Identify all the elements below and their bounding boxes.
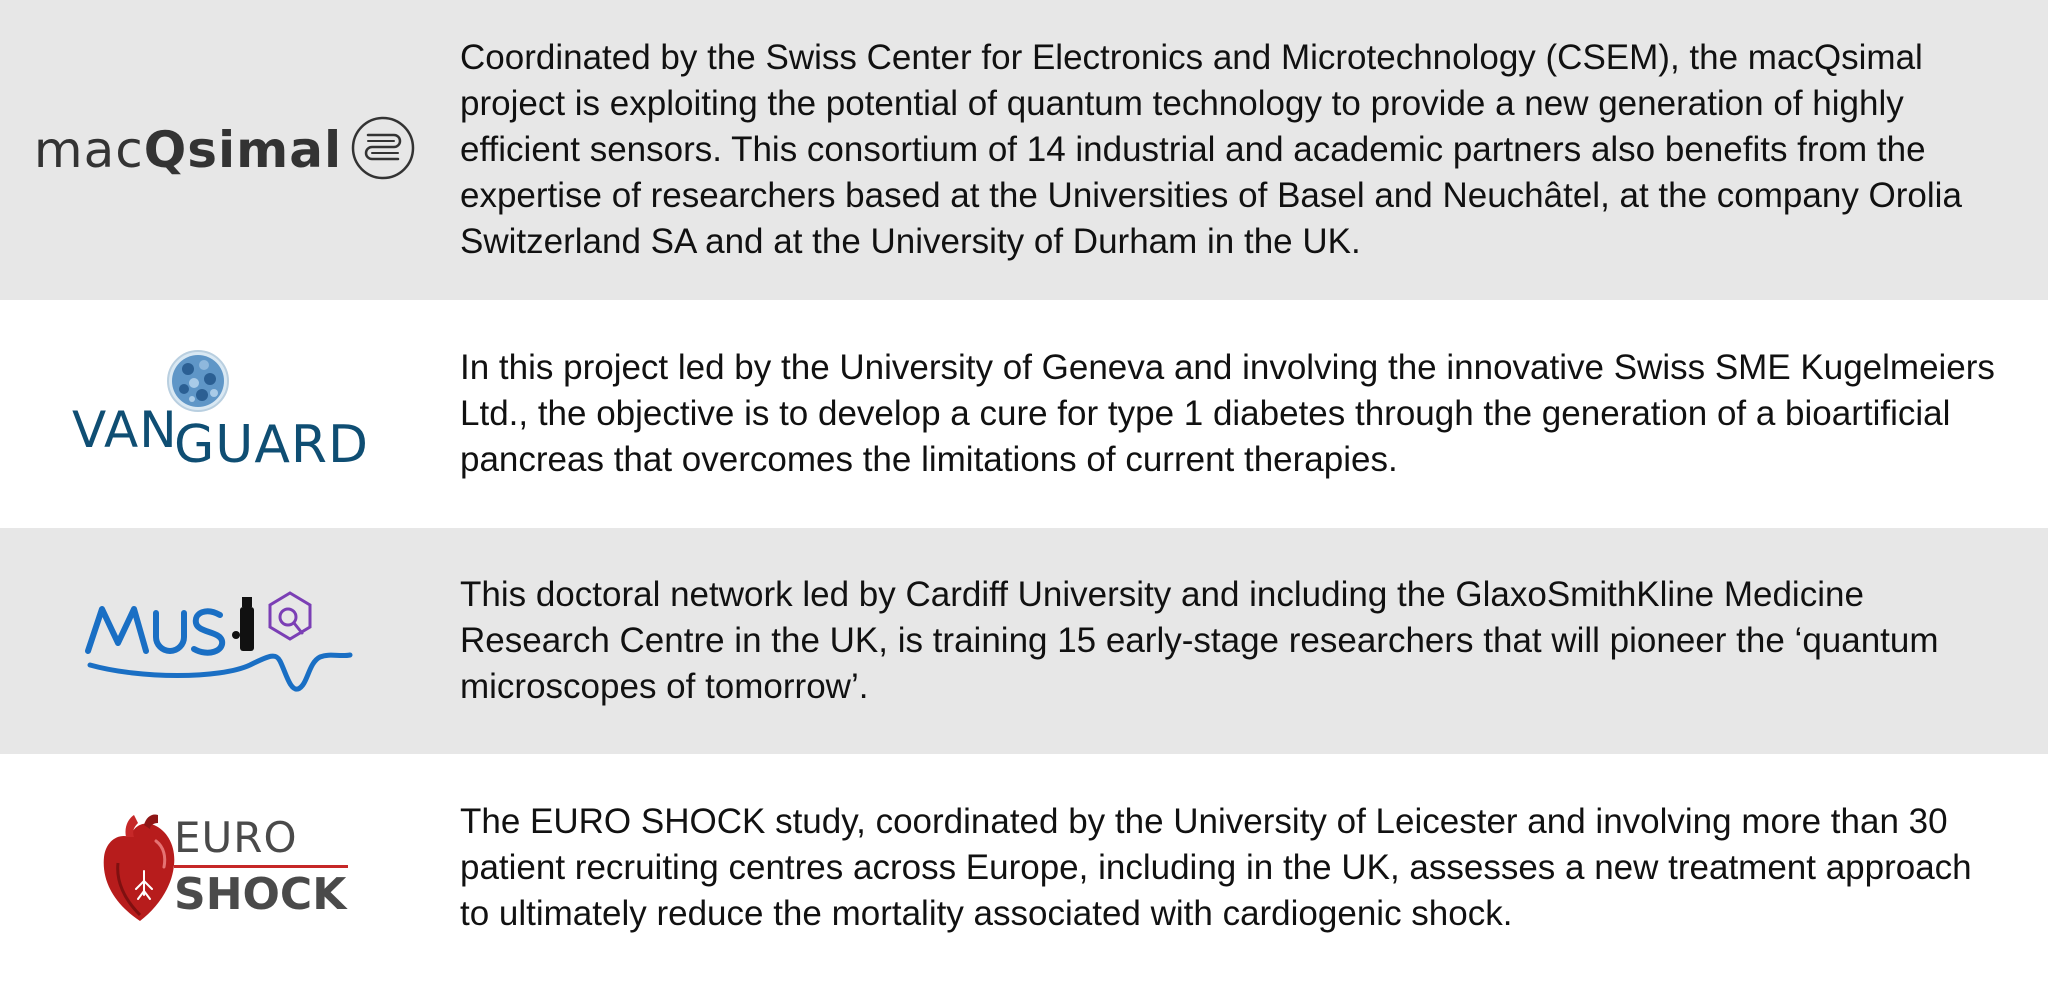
project-row-macqsimal (0, 0, 2048, 300)
vanguard-wordmark-van: VAN (72, 401, 178, 459)
vanguard-wordmark-guard: GUARD (174, 415, 370, 475)
macqsimal-description: Coordinated by the Swiss Center for Electronics and Microtechnology (CSEM), the macQsimal project is exploiting the potential of quantum technology to provide a new generation of highly efficient sensors. This consortium of 14 industrial and academic partners also benefits from the expertise of researchers based at the Universities of Basel and Neuchâtel, at the company Orolia Switzerland SA and at the University of Durham in the UK. (460, 38, 1962, 261)
project-row-euroshock (0, 754, 2048, 982)
macqsimal-logo (0, 0, 460, 300)
heart-icon (100, 811, 180, 928)
euroshock-wordmark-shock: SHOCK (174, 869, 347, 920)
euroshock-wordmark-euro: EURO (174, 813, 298, 862)
musiq-description: This doctoral network led by Cardiff University and including the GlaxoSmithKline Medicine Research Centre in the UK, is training 15 early-stage researchers that will pioneer the ‘quantum microscopes of tomorrow’. (460, 575, 1939, 706)
euroshock-description: The EURO SHOCK study, coordinated by the University of Leicester and involving more than 30 patient recruiting centres across Europe, including in the UK, assesses a new treatment approach to ultimately reduce the mortality associated with cardiogenic shock. (460, 802, 1972, 933)
musiq-logo (0, 528, 460, 754)
macqsimal-wordmark: macQsimal (33, 121, 343, 179)
euroshock-divider (174, 865, 348, 868)
vanguard-description: In this project led by the University of Geneva and involving the innovative Swiss SME Kugelmeiers Ltd., the objective is to develop a cure for type 1 diabetes through the generation of a bioartificial pancreas that overcomes the limitations of current therapies. (460, 348, 1995, 479)
project-row-vanguard (0, 300, 2048, 528)
project-row-musiq (0, 528, 2048, 754)
euroshock-logo (0, 754, 460, 982)
macqsimal-emblem-icon (350, 115, 416, 186)
vanguard-logo (0, 300, 460, 528)
musiq-wordmark-icon (80, 581, 380, 701)
